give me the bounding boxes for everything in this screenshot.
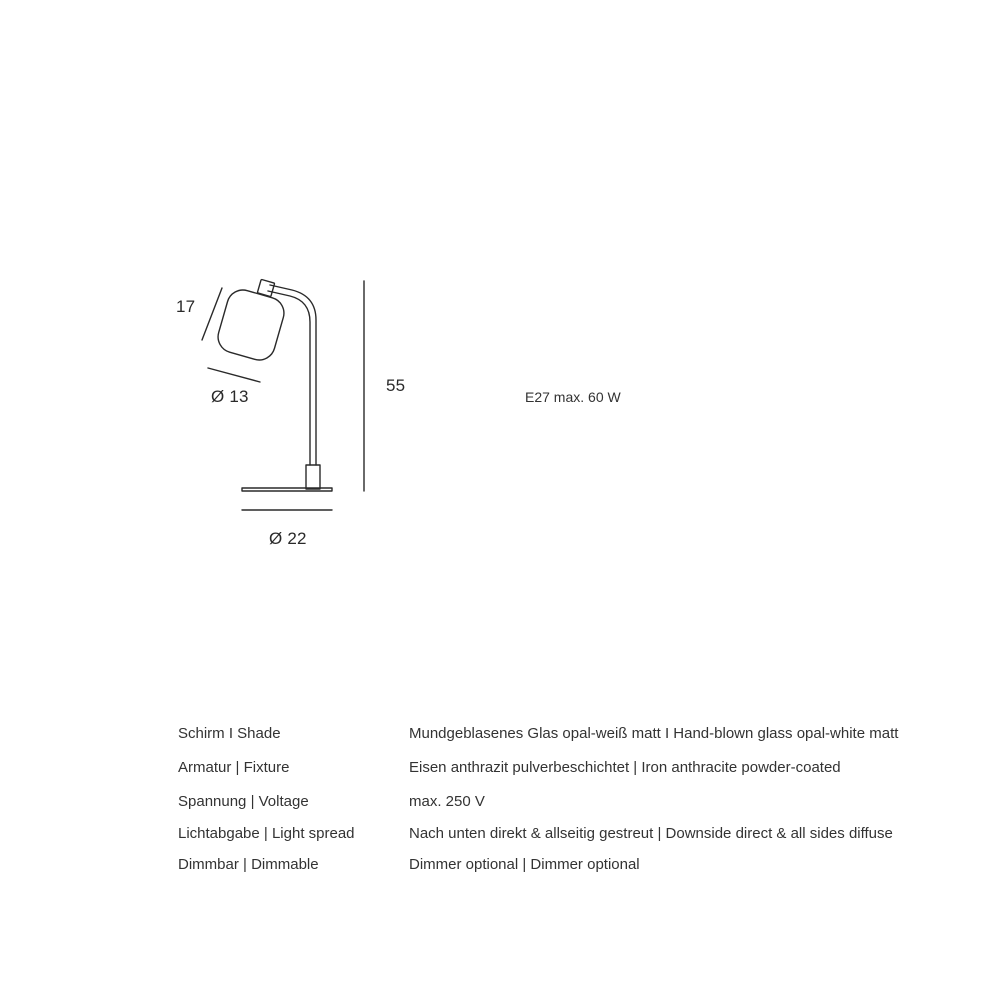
shade-height-label: 17 (176, 297, 196, 316)
spec-value: max. 250 V (409, 793, 485, 810)
spec-row-voltage (178, 793, 938, 825)
spec-row-light-spread (178, 825, 938, 856)
spec-label: Lichtabgabe | Light spread (178, 825, 355, 842)
spec-table (178, 725, 938, 888)
total-height-label: 55 (386, 376, 406, 395)
spec-value: Nach unten direkt & allseitig gestreut | Downside direct & all sides diffuse (409, 825, 893, 842)
spec-value: Dimmer optional | Dimmer optional (409, 856, 640, 873)
lamp-shade (214, 286, 287, 364)
spec-value: Mundgeblasenes Glas opal-weiß matt I Hand-blown glass opal-white matt (409, 725, 899, 742)
bulb-spec: E27 max. 60 W (525, 389, 621, 405)
shade-holder (257, 279, 274, 296)
base-diameter-label: Ø 22 (269, 529, 307, 548)
shade-diameter-label: Ø 13 (211, 387, 249, 406)
spec-row-dimmable (178, 856, 938, 888)
spec-label: Dimmbar | Dimmable (178, 856, 319, 873)
spec-row-shade (178, 725, 938, 759)
stem-sleeve (306, 465, 320, 489)
spec-value: Eisen anthrazit pulverbeschichtet | Iron anthracite powder-coated (409, 759, 841, 776)
shade-diameter-dim-line (208, 368, 260, 382)
lamp-arm-inner (268, 291, 310, 465)
spec-label: Spannung | Voltage (178, 793, 309, 810)
spec-label: Armatur | Fixture (178, 759, 290, 776)
spec-label: Schirm I Shade (178, 725, 281, 742)
spec-row-fixture (178, 759, 938, 793)
